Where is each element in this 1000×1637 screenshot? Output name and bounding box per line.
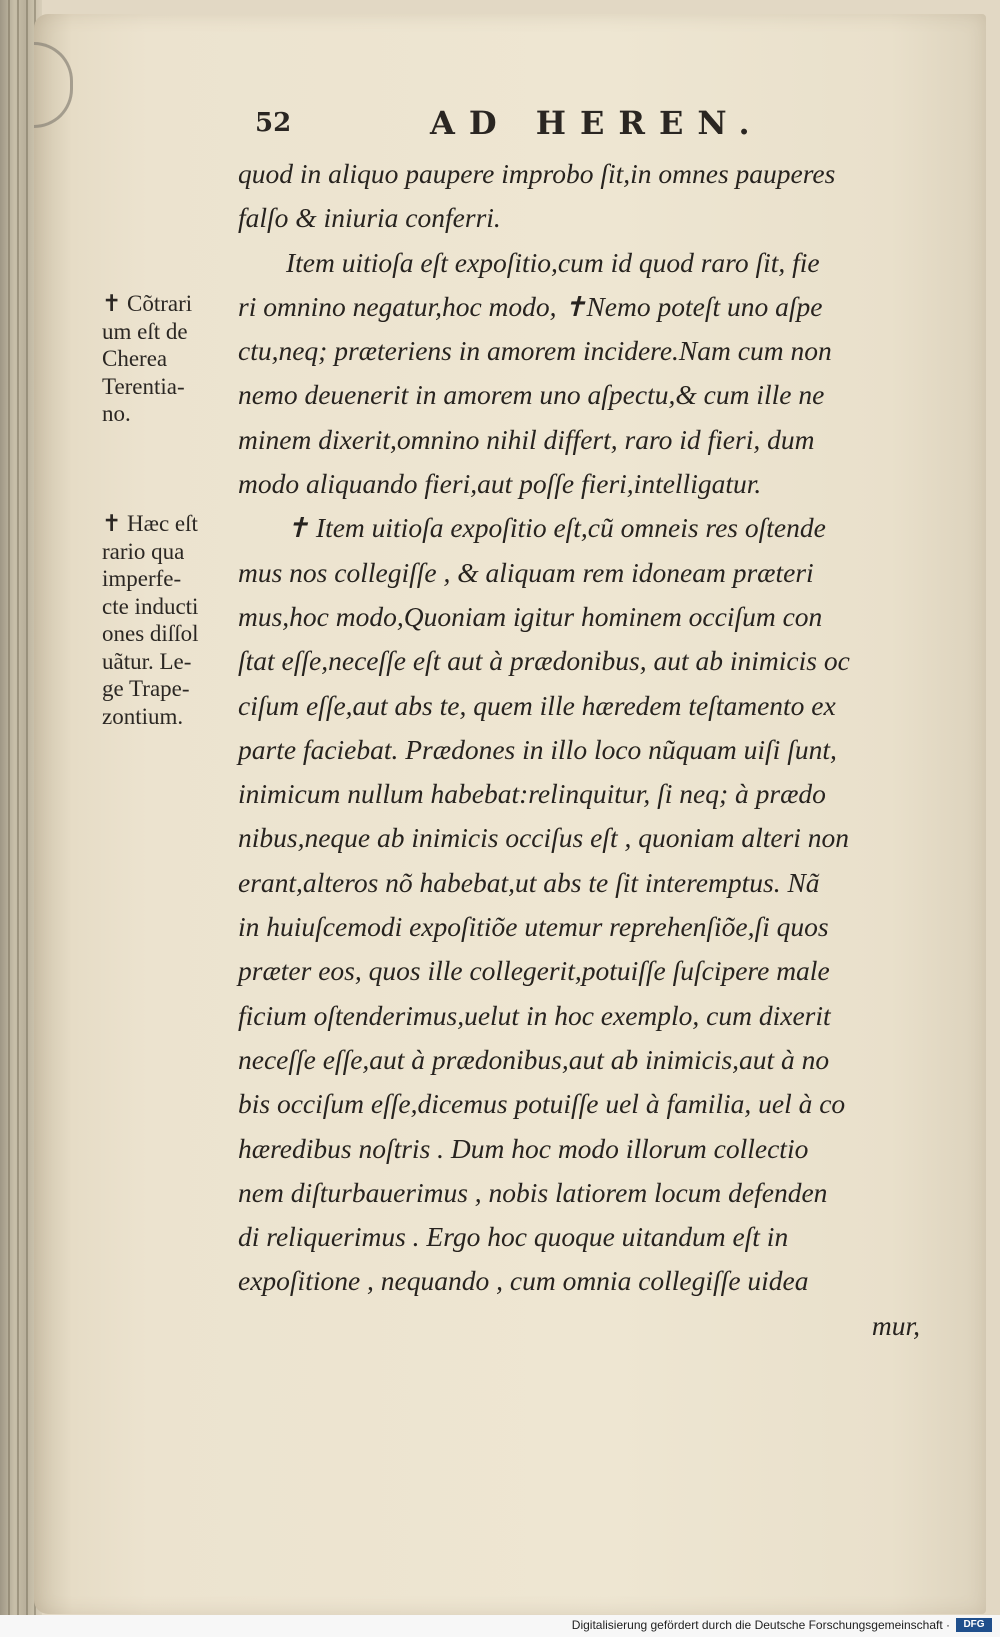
marginal-line: uãtur. Le- [102,648,192,674]
footer-bar [0,1615,1000,1637]
marginal-line: rario qua [102,538,185,564]
text-line: ri omnino negatur,hoc modo, ✝Nemo poteſt uno aſpe [238,290,823,322]
text-line: Item uitioſa eſt expoſitio,cum id quod raro ſit, fie [286,246,820,278]
marginal-line: ✝ Hæc eſt [102,511,198,536]
text-line: quod in aliquo paupere improbo ſit,in omnes pauperes [238,158,836,189]
catchword: mur, [871,1309,920,1341]
marginal-note [102,510,238,730]
page-number: 52 [255,108,292,138]
text-line: erant,alteros nõ habebat,ut abs te ſit interemptus. Nã [238,866,820,898]
text-line: bis occiſum eſſe,dicemus potuiſſe uel à familia, uel à co [238,1088,846,1120]
text-line: falſo & iniuria conferri. [238,202,501,234]
marginal-note [102,290,238,428]
text-line: inimicum nullum habebat:relinquitur, ſi neq; à prædo [238,778,826,810]
text-line: neceſſe eſſe,aut à prædonibus,aut ab inimicis,aut à no [238,1043,830,1075]
running-head: AD HEREN. [430,104,764,142]
text-line: modo aliquando fieri,aut poſſe fieri,intelligatur. [238,468,762,500]
marginal-line: imperfe- [102,566,182,591]
dfg-logo: DFG [956,1618,992,1632]
body-text [238,152,938,1348]
dfg-credit: Digitalisierung gefördert durch die Deutsche Forschungsgemeinschaft · [571,1618,950,1632]
marginal-line: um eſt de [102,318,188,344]
text-line: minem dixerit,omnino nihil differt, raro id fieri, dum [238,423,815,455]
marginal-line: Terentia- [102,373,185,399]
text-line: ✝ Item uitioſa expoſitio eſt,cũ omneis res oſtende [286,512,826,544]
marginal-line: cte inducti [102,593,199,619]
page-clip [34,42,73,128]
text-line: hæredibus noſtris . Dum hoc modo illorum collectio [238,1132,809,1164]
text-line: parte faciebat. Prædones in illo loco nũquam uiſi ſunt, [238,733,837,765]
text-line: nem diſturbauerimus , nobis latiorem locum defenden [238,1176,828,1208]
text-line: di reliquerimus . Ergo hoc quoque uitandum eſt in [238,1221,789,1253]
text-line: mus nos collegiſſe , & aliquam rem idoneam præteri [238,556,814,588]
text-line: ſtat eſſe,neceſſe eſt aut à prædonibus, aut ab inimicis oc [238,645,850,677]
marginal-line: ✝ Cõtrari [102,291,193,316]
marginal-line: no. [102,401,131,426]
text-line: expoſitione , nequando , cum omnia collegiſſe uidea [238,1265,809,1297]
text-line: nibus,neque ab inimicis occiſus eſt , quoniam alteri non [238,822,850,854]
text-line: ciſum eſſe,aut abs te, quem ille hæredem teſtamento ex [238,689,836,721]
marginal-line: ones diſſol [102,621,199,646]
marginal-line: ge Trape- [102,676,190,701]
text-line: mus,hoc modo,Quoniam igitur hominem occiſum con [238,600,823,632]
text-line: nemo deuenerit in amorem uno aſpectu,& cum ille ne [238,379,825,411]
text-line: præter eos, quos ille collegerit,potuiſſe ſuſcipere male [238,955,830,987]
page-header [255,104,955,148]
text-line: ctu,neq; præteriens in amorem incidere.Nam cum non [238,335,832,367]
text-line: ficium oſtenderimus,uelut in hoc exemplo, cum dixerit [238,999,831,1031]
marginal-line: zontium. [102,703,184,729]
marginal-line: Cherea [102,346,168,371]
text-line: in huiuſcemodi expoſitiõe utemur reprehenſiõe,ſi quos [238,911,829,943]
